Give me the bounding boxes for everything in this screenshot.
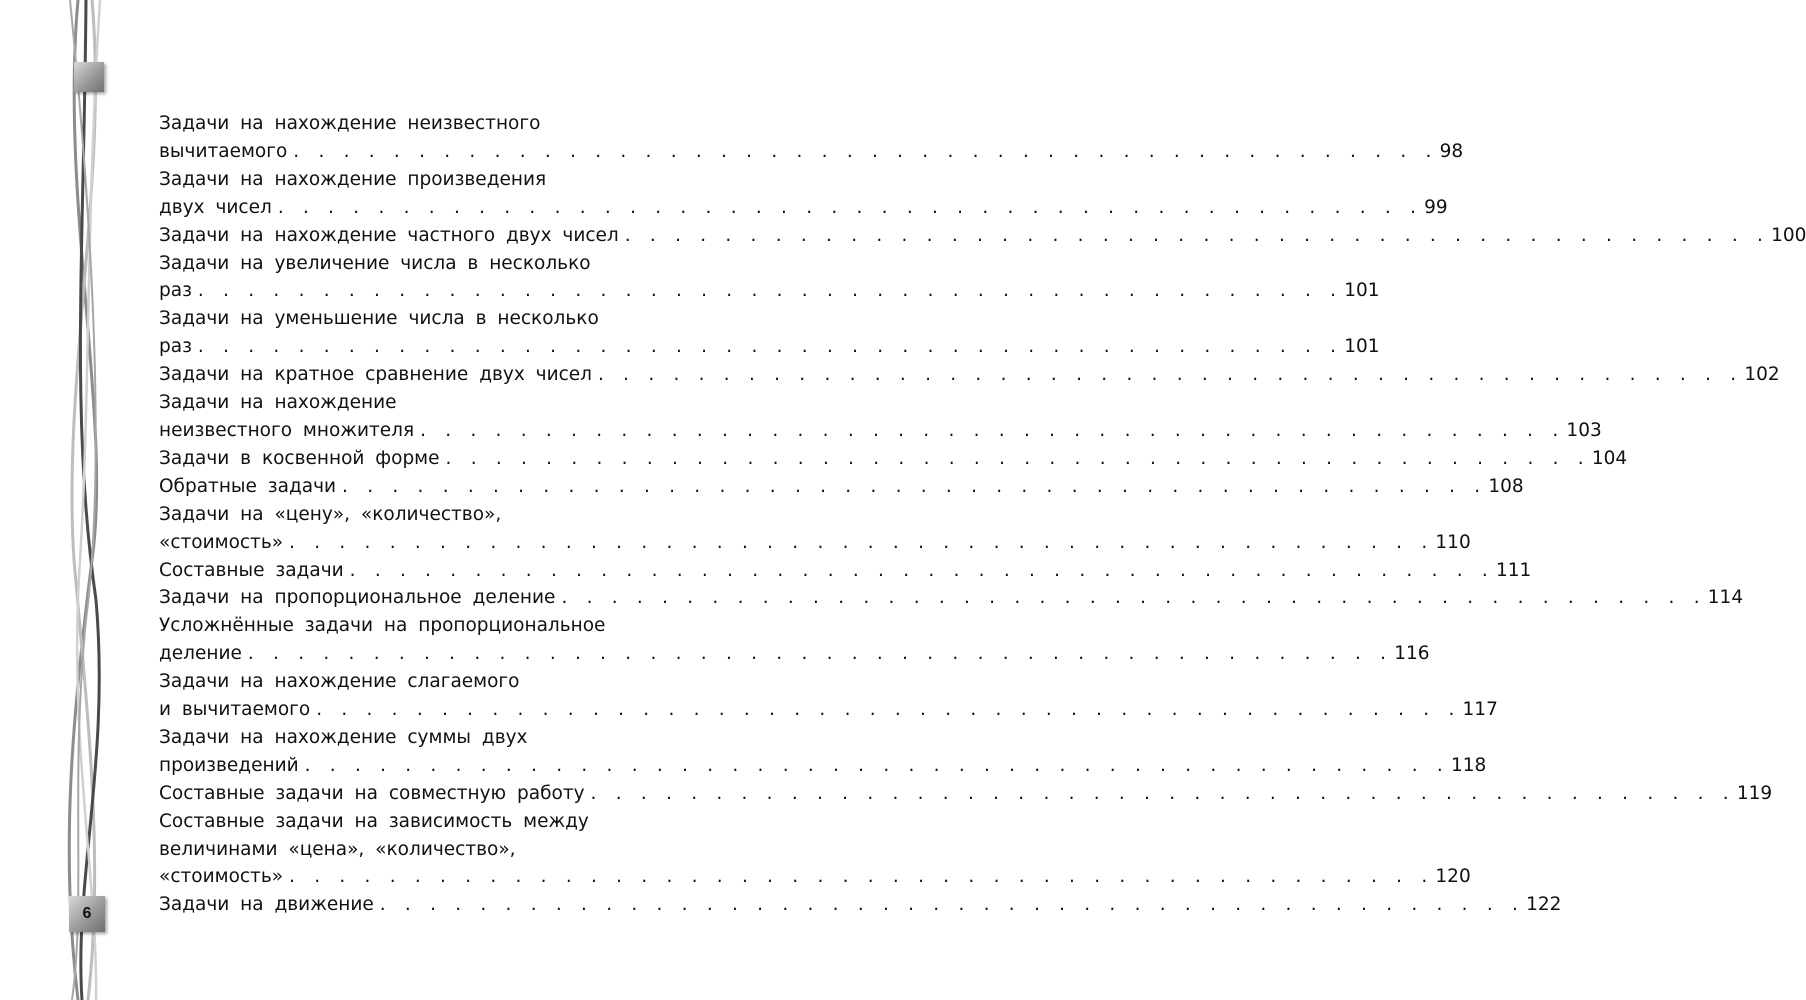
- toc-page-number: 101: [1344, 336, 1380, 358]
- toc-entry-title: произведений: [159, 754, 299, 776]
- dot-leader: . . . . . . . . . . . . . . . . . . . . . . . . . . . . . . . . . . . . . . . . . . . . . .: [289, 866, 1432, 888]
- toc-page-number: 99: [1424, 196, 1448, 218]
- dot-leader: . . . . . . . . . . . . . . . . . . . . . . . . . . . . . . . . . . . . . . . . . . . . . .: [624, 224, 1768, 246]
- toc-entry: [159, 361, 1780, 389]
- toc-entry-title: раз: [159, 280, 192, 302]
- toc-page-number: 100: [1771, 224, 1806, 246]
- toc-entry-title: Задачи на уменьшение числа в несколько: [159, 308, 599, 330]
- dot-leader: . . . . . . . . . . . . . . . . . . . . . . . . . . . . . . . . . . . . . . . . . . . . . .: [420, 419, 1563, 441]
- toc-page-number: 114: [1707, 587, 1744, 609]
- toc-entry-title: Задачи на нахождение неизвестного: [159, 113, 541, 134]
- toc-entry: [159, 557, 1532, 585]
- dot-leader: . . . . . . . . . . . . . . . . . . . . . . . . . . . . . . . . . . . . . . . . . . . . . .: [379, 894, 1523, 916]
- toc-entry-title: неизвестного множителя: [159, 419, 415, 441]
- toc-entry-title: двух чисел: [159, 196, 272, 218]
- toc-entry-title: Задачи на нахождение произведения: [159, 168, 547, 190]
- toc-line: [159, 194, 1448, 222]
- toc-entry-title: Усложнённые задачи на пропорциональное: [159, 615, 606, 637]
- toc-line: [159, 138, 1464, 166]
- toc-entry: [159, 584, 1744, 612]
- toc-entry: [159, 612, 1430, 668]
- toc-line: [159, 333, 1380, 361]
- toc-page-number: 103: [1566, 419, 1602, 441]
- toc-entry: [159, 110, 1464, 166]
- dot-leader: . . . . . . . . . . . . . . . . . . . . . . . . . . . . . . . . . . . . . . . . . . . . . .: [277, 196, 1421, 218]
- dot-leader: . . . . . . . . . . . . . . . . . . . . . . . . . . . . . . . . . . . . . . . . . . . . . .: [316, 699, 1459, 721]
- toc-entry-title: Задачи на нахождение слагаемого: [159, 671, 520, 693]
- toc-page-number: 120: [1435, 866, 1471, 888]
- toc-entry-title: и вычитаемого: [159, 699, 311, 721]
- toc-line: [159, 557, 1532, 585]
- dot-leader: . . . . . . . . . . . . . . . . . . . . . . . . . . . . . . . . . . . . . . . . . . . . . .: [304, 754, 1447, 776]
- toc-entry-title: Обратные задачи: [159, 475, 337, 497]
- toc-line: [159, 250, 697, 278]
- dot-leader: . . . . . . . . . . . . . . . . . . . . . . . . . . . . . . . . . . . . . . . . . . . . . .: [590, 782, 1733, 804]
- toc-entry-title: Задачи на пропорциональное деление: [159, 587, 556, 609]
- toc-page-number: 117: [1462, 699, 1498, 721]
- dot-leader: . . . . . . . . . . . . . . . . . . . . . . . . . . . . . . . . . . . . . . . . . . . . . .: [197, 336, 1341, 358]
- toc-entry-title: Задачи на движение: [159, 894, 374, 916]
- toc-entry: [159, 166, 1448, 222]
- toc-page-number: 98: [1439, 140, 1464, 162]
- dot-leader: . . . . . . . . . . . . . . . . . . . . . . . . . . . . . . . . . . . . . . . . . . . . . .: [561, 587, 1704, 609]
- toc-line: [159, 808, 697, 836]
- toc-line: [159, 863, 1471, 891]
- toc-entry-title: раз: [159, 336, 192, 358]
- toc-entry: [159, 780, 1773, 808]
- dot-leader: . . . . . . . . . . . . . . . . . . . . . . . . . . . . . . . . . . . . . . . . . . . . . .: [445, 447, 1588, 469]
- toc-line: [159, 836, 697, 864]
- table-of-contents: [159, 110, 1806, 919]
- dot-leader: . . . . . . . . . . . . . . . . . . . . . . . . . . . . . . . . . . . . . . . . . . . . . .: [289, 531, 1432, 553]
- toc-page-number: 116: [1394, 643, 1430, 665]
- toc-page-number: 119: [1736, 782, 1773, 804]
- toc-entry-title: Составные задачи на совместную работу: [159, 782, 585, 804]
- toc-entry-title: Составные задачи: [159, 559, 344, 581]
- toc-entry: [159, 222, 1806, 250]
- toc-page-number: 118: [1450, 754, 1487, 776]
- decorative-ribbons: [0, 0, 120, 1000]
- toc-entry-title: Задачи в косвенной форме: [159, 447, 440, 469]
- toc-page-number: 108: [1488, 475, 1524, 497]
- decorative-square-icon: [74, 62, 104, 92]
- toc-entry: [159, 891, 1562, 919]
- toc-entry-title: Задачи на нахождение суммы двух: [159, 726, 528, 748]
- toc-page-number: 110: [1435, 531, 1471, 553]
- toc-entry-title: величинами «цена», «количество»,: [159, 838, 516, 860]
- toc-page-number: 122: [1526, 894, 1562, 916]
- toc-line: [159, 361, 1780, 389]
- toc-entry-title: вычитаемого: [159, 140, 288, 162]
- page-number: 6: [69, 896, 105, 932]
- toc-line: [159, 305, 697, 333]
- dot-leader: . . . . . . . . . . . . . . . . . . . . . . . . . . . . . . . . . . . . . . . . . . . . . .: [342, 475, 1485, 497]
- toc-entry: [159, 305, 1380, 361]
- toc-line: [159, 389, 697, 417]
- toc-entry-title: деление: [159, 643, 242, 665]
- toc-entry-title: Задачи на нахождение: [159, 392, 397, 414]
- toc-line: [159, 891, 1562, 919]
- toc-entry-title: Задачи на кратное сравнение двух чисел: [159, 364, 592, 386]
- toc-line: [159, 501, 697, 529]
- toc-entry-title: Составные задачи на зависимость между: [159, 810, 589, 832]
- toc-entry: [159, 724, 1487, 780]
- toc-entry-title: Задачи на нахождение частного двух чисел: [159, 224, 619, 246]
- toc-line: [159, 110, 697, 138]
- toc-line: [159, 166, 697, 194]
- toc-line: [159, 696, 1498, 724]
- toc-line: [159, 668, 697, 696]
- toc-line: [159, 752, 1487, 780]
- toc-entry: [159, 445, 1628, 473]
- toc-entry-title: Задачи на увеличение числа в несколько: [159, 252, 591, 274]
- dot-leader: . . . . . . . . . . . . . . . . . . . . . . . . . . . . . . . . . . . . . . . . . . . . . .: [247, 643, 1391, 665]
- dot-leader: . . . . . . . . . . . . . . . . . . . . . . . . . . . . . . . . . . . . . . . . . . . . . .: [293, 140, 1436, 162]
- toc-line: [159, 584, 1744, 612]
- toc-page-number: 102: [1744, 364, 1780, 386]
- toc-line: [159, 417, 1602, 445]
- toc-line: [159, 529, 1471, 557]
- toc-entry: [159, 808, 1471, 892]
- toc-line: [159, 473, 1524, 501]
- dot-leader: . . . . . . . . . . . . . . . . . . . . . . . . . . . . . . . . . . . . . . . . . . . . . .: [349, 559, 1492, 581]
- toc-line: [159, 445, 1628, 473]
- toc-page-number: 104: [1591, 447, 1628, 469]
- toc-line: [159, 724, 697, 752]
- toc-entry-title: «стоимость»: [159, 531, 284, 553]
- toc-page-number: 111: [1496, 559, 1532, 581]
- toc-line: [159, 277, 1380, 305]
- toc-line: [159, 612, 697, 640]
- toc-page-number: 101: [1344, 280, 1380, 302]
- toc-entry: [159, 250, 1380, 306]
- dot-leader: . . . . . . . . . . . . . . . . . . . . . . . . . . . . . . . . . . . . . . . . . . . . . .: [598, 364, 1741, 386]
- toc-entry: [159, 389, 1602, 445]
- toc-line: [159, 222, 1806, 250]
- toc-entry-title: «стоимость»: [159, 866, 284, 888]
- toc-entry-title: Задачи на «цену», «количество»,: [159, 503, 502, 525]
- toc-line: [159, 780, 1773, 808]
- toc-entry: [159, 668, 1498, 724]
- dot-leader: . . . . . . . . . . . . . . . . . . . . . . . . . . . . . . . . . . . . . . . . . . . . . .: [197, 280, 1341, 302]
- toc-entry: [159, 501, 1471, 557]
- toc-entry: [159, 473, 1524, 501]
- toc-line: [159, 640, 1430, 668]
